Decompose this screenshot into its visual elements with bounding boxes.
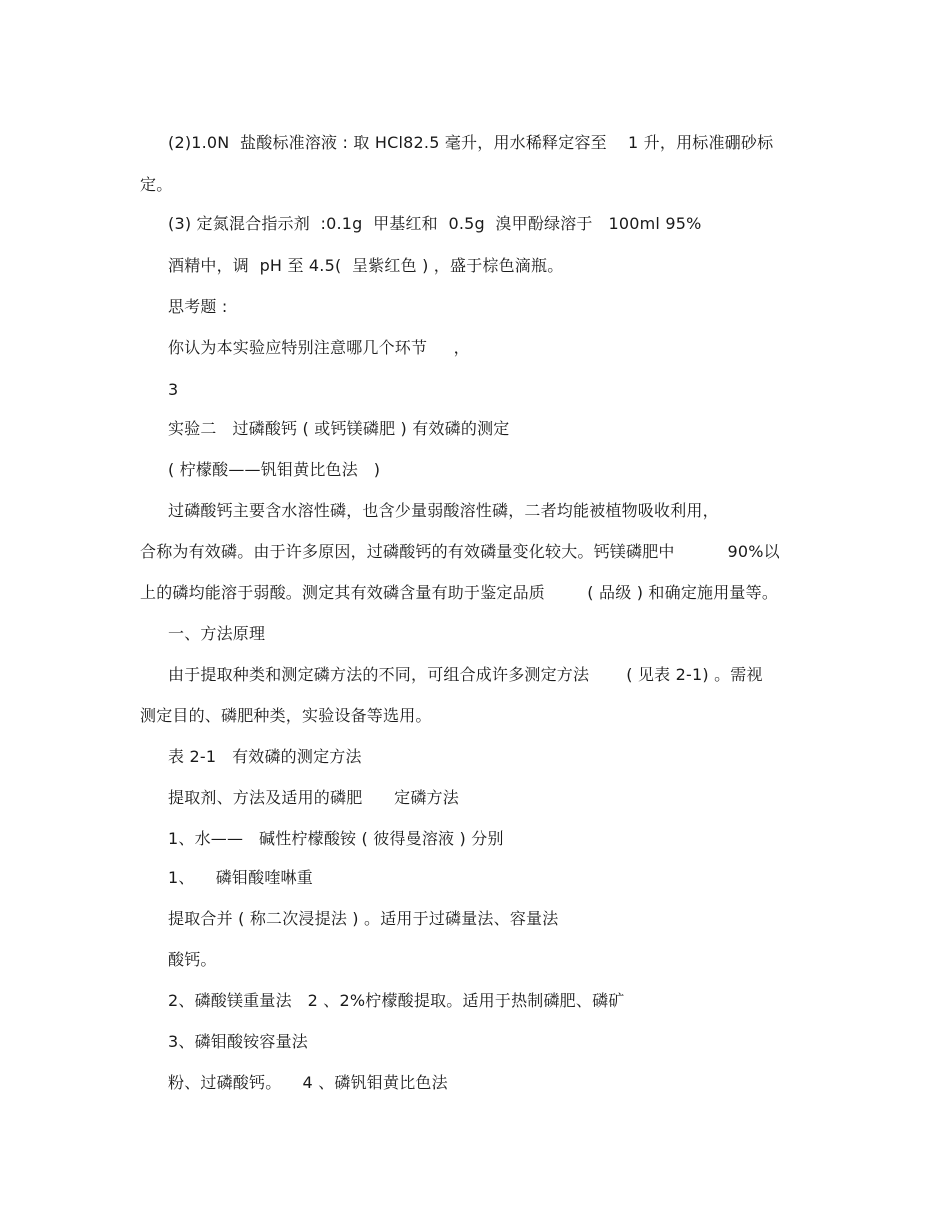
table-caption: 表 2-1 有效磷的测定方法 bbox=[168, 747, 362, 766]
experiment-subtitle: ( 柠檬酸——钒钼黄比色法 ) bbox=[168, 460, 381, 479]
paragraph-line: 过磷酸钙主要含水溶性磷，也含少量弱酸溶性磷，二者均能被植物吸收利用， bbox=[168, 501, 719, 520]
paragraph-line: 上的磷均能溶于弱酸。测定其有效磷含量有助于鉴定品质 ( 品级 ) 和确定施用量等。 bbox=[140, 583, 779, 602]
experiment-title: 实验二 过磷酸钙 ( 或钙镁磷肥 ) 有效磷的测定 bbox=[168, 419, 510, 438]
indicator-line-cont: 酒精中，调 pH 至 4.5( 呈紫红色 ) ，盛于棕色滴瓶。 bbox=[168, 256, 564, 275]
table-text-line: 2、磷酸镁重量法 2 、2%柠檬酸提取。适用于热制磷肥、磷矿 bbox=[168, 991, 625, 1010]
section-heading: 一、方法原理 bbox=[168, 624, 266, 643]
indicator-line: (3) 定氮混合指示剂 :0.1g 甲基红和 0.5g 溴甲酚绿溶于 100ml 95% bbox=[168, 214, 702, 233]
paragraph-line: 测定目的、磷肥种类，实验设备等选用。 bbox=[140, 706, 432, 725]
table-text-line: 1、水—— 碱性柠檬酸铵 ( 彼得曼溶液 ) 分别 bbox=[168, 829, 504, 848]
questions-heading: 思考题 : bbox=[168, 297, 228, 316]
table-text-line: 3、磷钼酸铵容量法 bbox=[168, 1032, 308, 1051]
reagent-hcl-line-cont: 定。 bbox=[140, 175, 173, 194]
paragraph-line: 合称为有效磷。由于许多原因，过磷酸钙的有效磷量变化较大。钙镁磷肥中 90%以 bbox=[140, 542, 780, 561]
table-text-line: 提取合并 ( 称二次浸提法 ) 。适用于过磷量法、容量法 bbox=[168, 909, 559, 928]
page-number: 3 bbox=[168, 380, 179, 399]
question-text: 你认为本实验应特别注意哪几个环节 ， bbox=[168, 338, 470, 357]
table-text-line: 粉、过磷酸钙。 4 、磷钒钼黄比色法 bbox=[168, 1073, 448, 1092]
table-text-line: 1、 磷钼酸喹啉重 bbox=[168, 868, 313, 887]
reagent-hcl-line: (2)1.0N 盐酸标准溶液 : 取 HCl82.5 毫升，用水稀释定容至 1 升，用标准硼砂标 bbox=[168, 133, 774, 152]
table-header: 提取剂、方法及适用的磷肥 定磷方法 bbox=[168, 788, 459, 807]
paragraph-line: 由于提取种类和测定磷方法的不同，可组合成许多测定方法 ( 见表 2-1) 。需视 bbox=[168, 665, 763, 684]
table-text-line: 酸钙。 bbox=[168, 950, 217, 969]
